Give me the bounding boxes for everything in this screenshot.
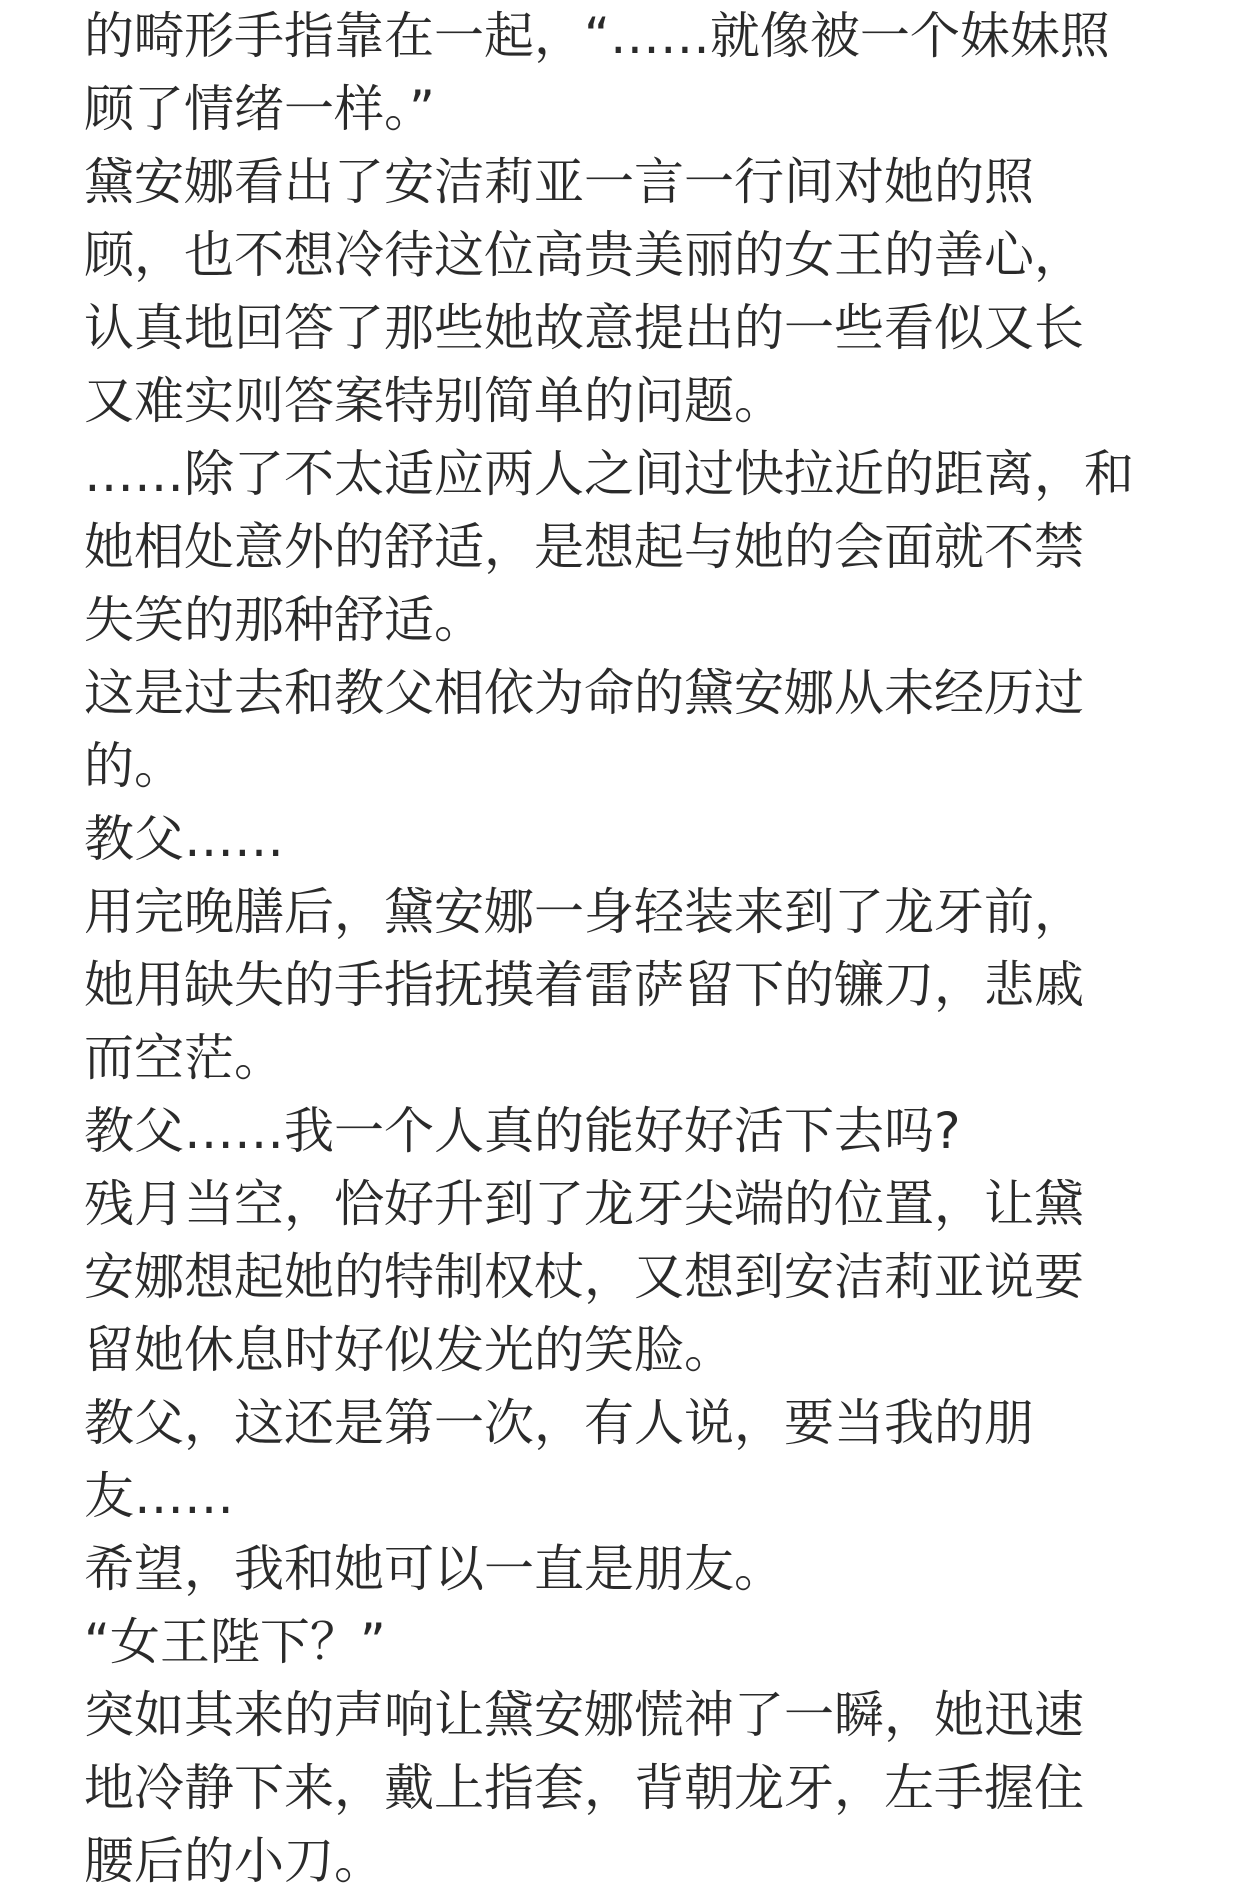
text-line: 希望，我和她可以一直是朋友。 [84,1540,784,1598]
text-line: 残月当空，恰好升到了龙牙尖端的位置，让黛 [84,1175,1084,1233]
text-line: ……除了不太适应两人之间过快拉近的距离，和 [84,445,1134,503]
text-line: 腰后的小刀。 [84,1832,384,1890]
text-line: 友…… [84,1467,234,1525]
text-line: 顾，也不想冷待这位高贵美丽的女王的善心， [84,226,1084,284]
text-line: 教父，这还是第一次，有人说，要当我的朋 [84,1394,1034,1452]
text-line: 又难实则答案特别简单的问题。 [84,372,784,430]
text-line: 地冷静下来，戴上指套，背朝龙牙，左手握住 [84,1759,1084,1817]
novel-text-body [84,0,1194,1898]
text-line: 留她休息时好似发光的笑脸。 [84,1321,734,1379]
text-line: 用完晚膳后，黛安娜一身轻装来到了龙牙前， [84,883,1084,941]
text-line: 教父…… [84,810,284,868]
text-line: 她相处意外的舒适，是想起与她的会面就不禁 [84,518,1084,576]
text-line: “女王陛下？” [84,1613,386,1671]
text-line: 而空茫。 [84,1029,284,1087]
text-line: 的。 [84,737,184,795]
text-line: 她用缺失的手指抚摸着雷萨留下的镰刀，悲戚 [84,956,1084,1014]
text-line: 黛安娜看出了安洁莉亚一言一行间对她的照 [84,153,1034,211]
text-line: 教父……我一个人真的能好好活下去吗? [84,1102,961,1160]
text-line: 这是过去和教父相依为命的黛安娜从未经历过 [84,664,1084,722]
text-line: 失笑的那种舒适。 [84,591,484,649]
text-line: 认真地回答了那些她故意提出的一些看似又长 [84,299,1084,357]
text-line: 安娜想起她的特制权杖，又想到安洁莉亚说要 [84,1248,1084,1306]
text-line: 顾了情绪一样。” [84,80,435,138]
text-line: 突如其来的声响让黛安娜慌神了一瞬，她迅速 [84,1686,1084,1744]
text-line: 的畸形手指靠在一起，“……就像被一个妹妹照 [84,7,1110,65]
